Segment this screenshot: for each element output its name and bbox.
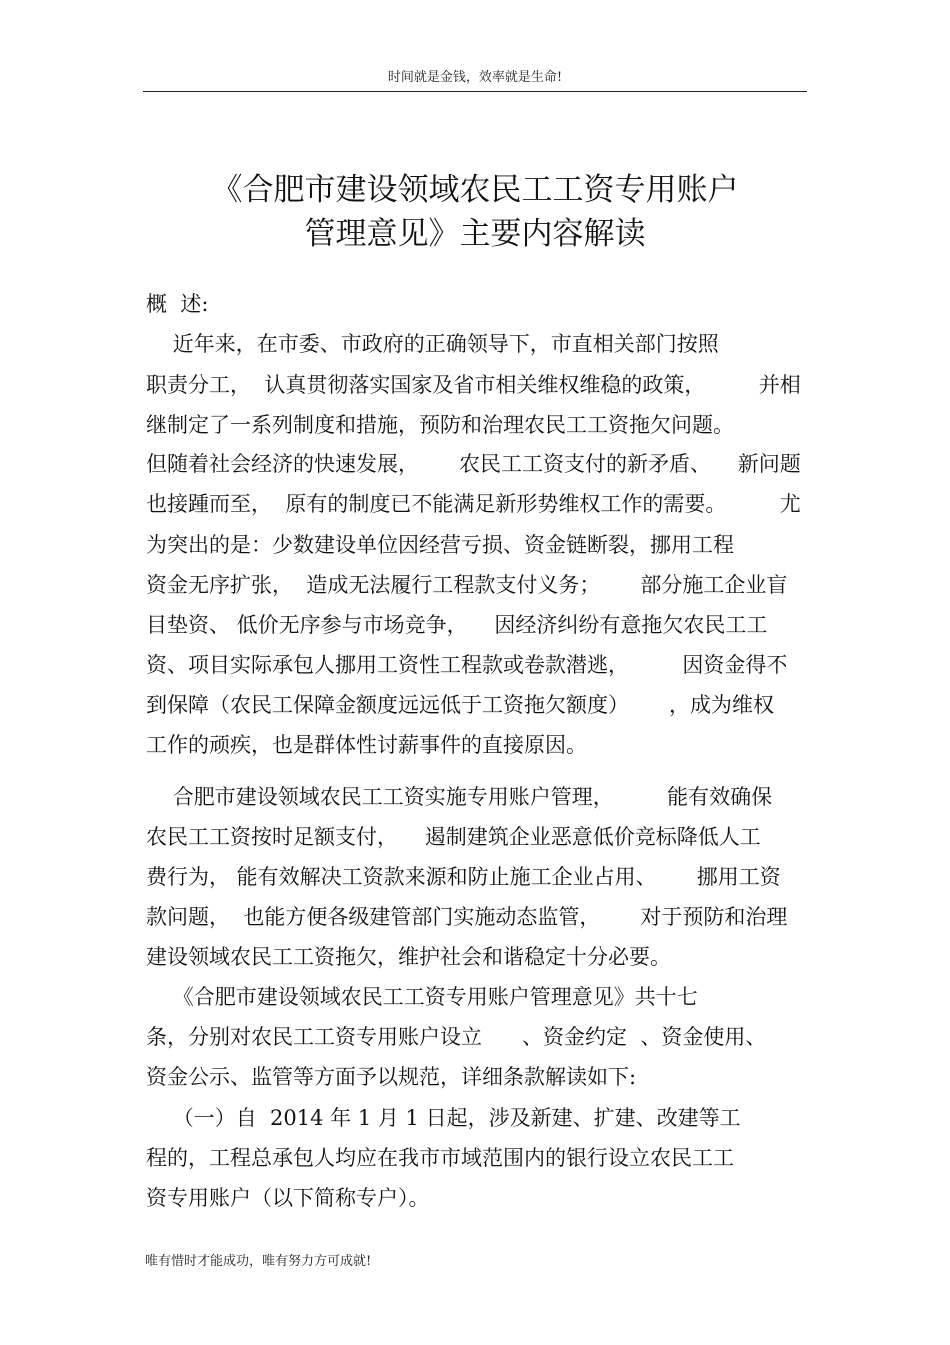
- body-line: 建设领域农民工工资拖欠，维护社会和谐稳定十分必要。: [146, 945, 671, 969]
- body-line: （一）自 2014 年 1 月 1 日起，涉及新建、扩建、改建等工: [146, 1106, 741, 1130]
- document-title-line-1: 《合肥市建设领域农民工工资专用账户: [211, 172, 739, 208]
- header-divider: [143, 91, 807, 92]
- body-line: 职责分工， 认真贯彻落实国家及省市相关维权维稳的政策， 并相: [146, 373, 801, 397]
- document-title-line-2: 管理意见》主要内容解读: [304, 216, 646, 252]
- body-line: 资专用账户（以下简称专户）。: [146, 1186, 430, 1210]
- page-header: 时间就是金钱，效率就是生命!: [387, 70, 563, 85]
- body-line: 为突出的是：少数建设单位因经营亏损、资金链断裂，挪用工程: [146, 533, 734, 557]
- body-line: 但随着社会经济的快速发展， 农民工工资支付的新矛盾、 新问题: [146, 452, 801, 476]
- body-line: 条，分别对农民工工资专用账户设立 、资金约定 、资金使用、: [146, 1025, 767, 1049]
- body-line: 《合肥市建设领域农民工工资专用账户管理意见》共十七: [146, 985, 698, 1009]
- body-line: 款问题， 也能方便各级建管部门实施动态监管， 对于预防和治理: [146, 905, 788, 929]
- body-line: 近年来，在市委、市政府的正确领导下，市直相关部门按照: [146, 332, 719, 356]
- section-heading: 概 述:: [146, 292, 209, 316]
- body-line: 资、项目实际承包人挪用工资性工程款或卷款潜逃， 因资金得不: [146, 653, 788, 677]
- body-line: 也接踵而至， 原有的制度已不能满足新形势维权工作的需要。 尤: [146, 492, 801, 516]
- body-line: 合肥市建设领域农民工工资实施专用账户管理， 能有效确保: [146, 785, 773, 809]
- body-line: 程的，工程总承包人均应在我市市域范围内的银行设立农民工工: [146, 1146, 734, 1170]
- body-line: 继制定了一系列制度和措施，预防和治理农民工工资拖欠问题。: [146, 413, 734, 437]
- body-line: 到保障（农民工保障金额度远远低于工资拖欠额度） ，成为维权: [146, 693, 775, 717]
- body-line: 农民工工资按时足额支付， 遏制建筑企业恶意低价竞标降低人工: [146, 825, 761, 849]
- body-line: 资金公示、监管等方面予以规范，详细条款解读如下:: [146, 1065, 637, 1089]
- body-line: 目垫资、 低价无序参与市场竞争， 因经济纠纷有意拖欠农民工工: [146, 613, 768, 637]
- page-footer: 唯有惜时才能成功，唯有努力方可成就!: [145, 1254, 372, 1269]
- body-line: 费行为， 能有效解决工资款来源和防止施工企业占用、 挪用工资: [146, 865, 781, 889]
- body-line: 资金无序扩张， 造成无法履行工程款支付义务； 部分施工企业盲: [146, 573, 788, 597]
- body-line: 工作的顽疾，也是群体性讨薪事件的直接原因。: [146, 733, 587, 757]
